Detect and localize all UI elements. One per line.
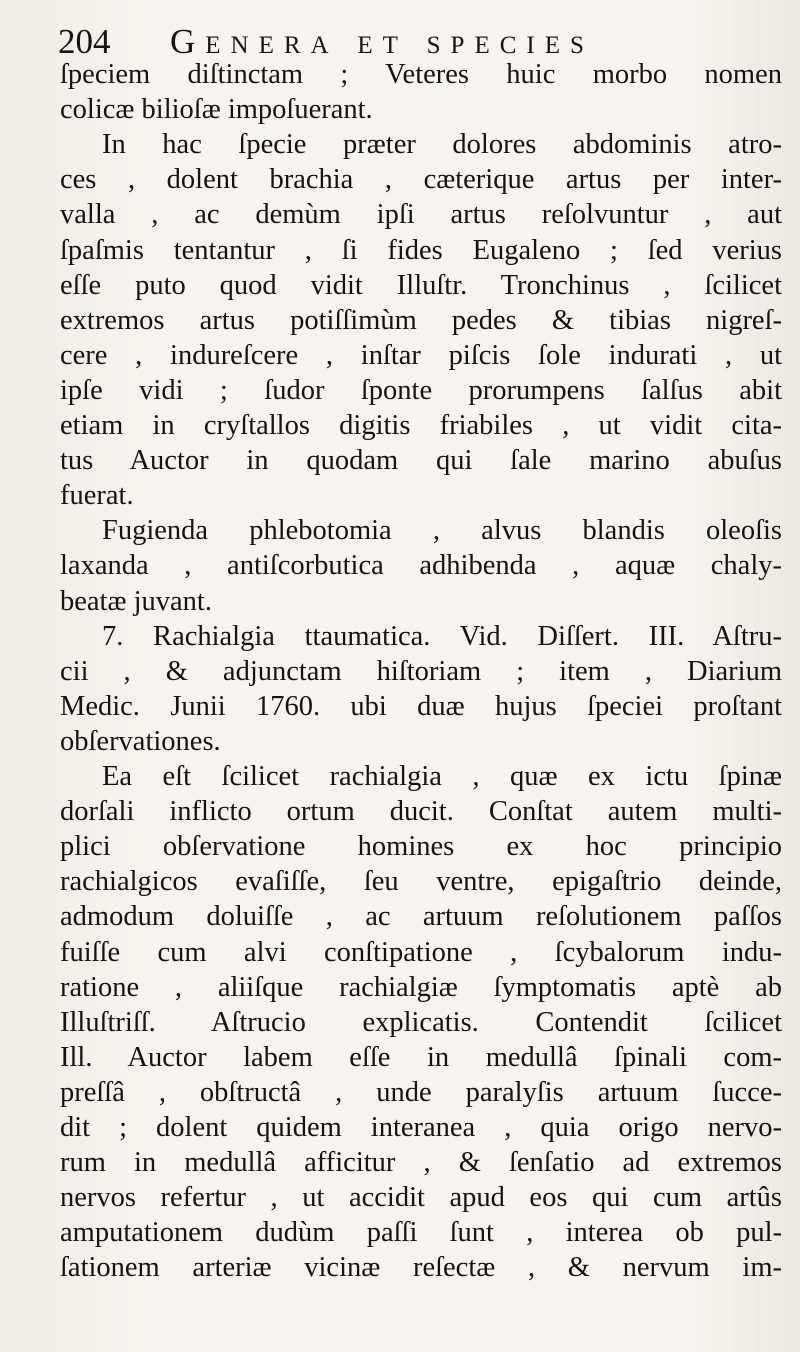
text-line: colicæ bilioſæ impoſuerant. <box>60 94 373 126</box>
page-number: 204 <box>58 22 111 61</box>
text-line: obſervationes. <box>60 725 221 757</box>
text-line: cere , indureſcere , inſtar piſcis ſole indurati , ut <box>60 339 782 371</box>
text-line: Medic. Junii 1760. ubi duæ hujus ſpeciei proſtant <box>60 690 782 722</box>
running-title: Genera et species <box>170 22 594 61</box>
text-line: dit ; dolent quidem interanea , quia origo nervo- <box>60 1112 782 1143</box>
text-line: plici obſervatione homines ex hoc principio <box>60 831 782 863</box>
text-line: valla , ac demùm ipſi artus reſolvuntur , aut <box>60 199 782 231</box>
text-line: rachialgicos evaſiſſe, ſeu ventre, epigaſtrio deinde, <box>60 866 782 898</box>
text-line: tus Auctor in quodam qui ſale marino abuſus <box>60 445 782 477</box>
text-line: fuerat. <box>60 480 134 512</box>
text-line: etiam in cryſtallos digitis friabiles , ut vidit cita- <box>60 410 782 441</box>
text-line: amputationem dudùm paſſi ſunt , interea ob pul- <box>60 1217 782 1249</box>
text-line: extremos artus potiſſimùm pedes & tibias nigreſ- <box>60 304 782 336</box>
text-line: laxanda , antiſcorbutica adhibenda , aquæ chaly- <box>60 550 782 582</box>
text-line: ratione , aliiſque rachialgiæ ſymptomatis aptè ab <box>60 971 782 1003</box>
text-line: Ea eſt ſcilicet rachialgia , quæ ex ictu ſpinæ <box>102 761 782 792</box>
text-line: dorſali inflicto ortum ducit. Conſtat autem multi- <box>60 796 782 828</box>
text-line: Ill. Auctor labem eſſe in medullâ ſpinali com- <box>60 1041 782 1073</box>
text-line: preſſâ , obſtructâ , unde paralyſis artuum ſucce- <box>60 1076 782 1108</box>
text-line: nervos refertur , ut accidit apud eos qui cum artûs <box>60 1182 782 1214</box>
text-line: ſationem arteriæ vicinæ reſectæ , & nervum im- <box>60 1252 782 1284</box>
text-line: fuiſſe cum alvi conſtipatione , ſcybalorum indu- <box>60 936 782 968</box>
text-line: eſſe puto quod vidit Illuſtr. Tronchinus , ſcilicet <box>60 269 782 301</box>
text-line: 7. Rachialgia ttaumatica. Vid. Diſſert. III. Aſtru- <box>102 620 782 652</box>
text-line: admodum doluiſſe , ac artuum reſolutionem paſſos <box>60 901 782 933</box>
text-line: cii , & adjunctam hiſtoriam ; item , Diarium <box>60 655 782 687</box>
text-line: rum in medullâ afficitur , & ſenſatio ad extremos <box>60 1147 782 1179</box>
text-line: ſpeciem diſtinctam ; Veteres huic morbo nomen <box>60 59 782 90</box>
text-line: Illuſtriſſ. Aſtrucio explicatis. Contendit ſcilicet <box>60 1006 782 1038</box>
text-line: ces , dolent brachia , cæterique artus per inter- <box>60 164 782 196</box>
text-line: Fugienda phlebotomia , alvus blandis oleoſis <box>102 515 782 547</box>
text-line: ipſe vidi ; ſudor ſponte prorumpens ſalſus abit <box>60 374 782 406</box>
text-line: ſpaſmis tentantur , ſi fides Eugaleno ; ſed verius <box>60 234 782 266</box>
text-line: beatæ juvant. <box>60 585 212 617</box>
text-line: In hac ſpecie præter dolores abdominis atro- <box>102 129 782 161</box>
